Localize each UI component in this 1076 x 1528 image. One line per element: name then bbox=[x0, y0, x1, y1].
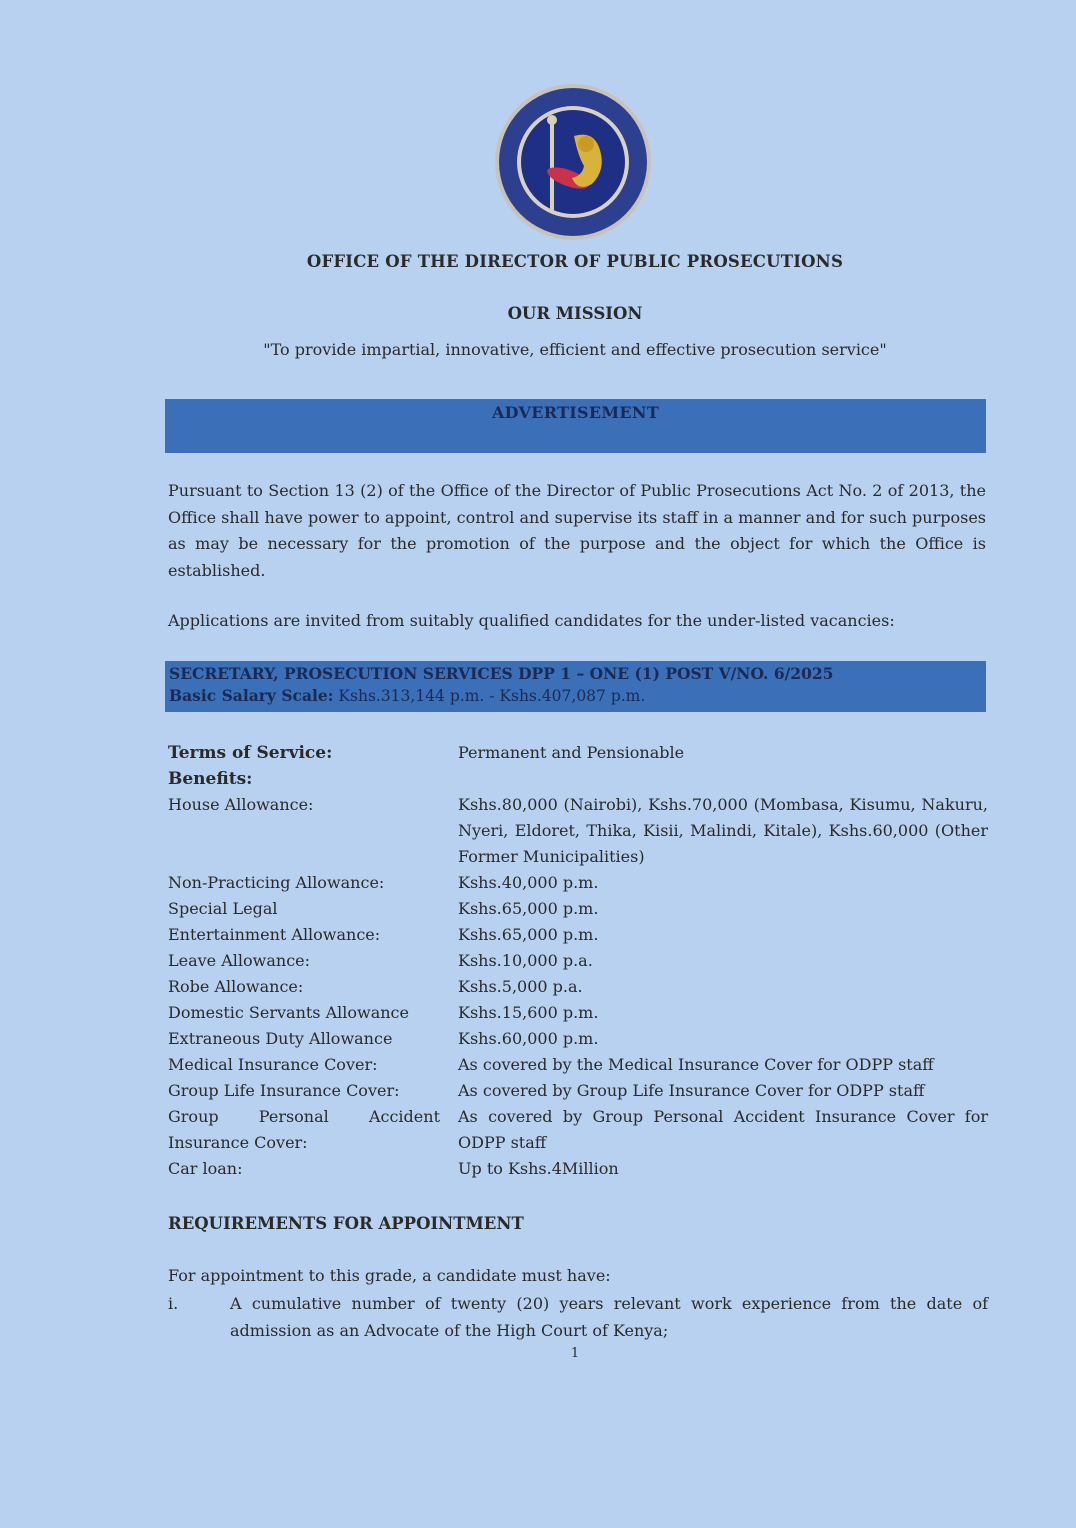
invite-paragraph: Applications are invited from suitably qualified candidates for the under-listed vacancies: bbox=[168, 611, 895, 630]
benefit-row bbox=[168, 792, 988, 870]
mission-statement: "To provide impartial, innovative, efficient and effective prosecution service" bbox=[263, 340, 887, 359]
benefit-row bbox=[168, 948, 988, 974]
benefit-value: As covered by Group Personal Accident Insurance Cover for ODPP staff bbox=[458, 1107, 988, 1152]
office-title: OFFICE OF THE DIRECTOR OF PUBLIC PROSECUTIONS bbox=[306, 252, 844, 271]
benefit-value: As covered by the Medical Insurance Cover for ODPP staff bbox=[458, 1055, 934, 1074]
terms-table bbox=[168, 740, 988, 1182]
salary-value: Kshs.313,144 p.m. - Kshs.407,087 p.m. bbox=[338, 687, 646, 705]
terms-value: Permanent and Pensionable bbox=[458, 743, 685, 762]
benefit-label: Car loan: bbox=[168, 1159, 243, 1178]
terms-row bbox=[168, 740, 988, 766]
odpp-seal-logo bbox=[490, 82, 656, 242]
benefit-row bbox=[168, 1052, 988, 1078]
benefit-label: Special Legal bbox=[168, 899, 278, 918]
vacancy-title: SECRETARY, PROSECUTION SERVICES DPP 1 – ONE (1) POST V/NO. 6/2025 bbox=[169, 664, 834, 683]
intro-paragraph: Pursuant to Section 13 (2) of the Office of the Director of Public Prosecutions Act No. 2 of 2013, the Office shall have power to appoint, control and supervise its staff in a manner and for such purposes as may be necessary for the promotion of the purpose and the object for which the Office is established. bbox=[168, 481, 986, 580]
page-number: 1 bbox=[570, 1346, 580, 1361]
benefit-row bbox=[168, 896, 988, 922]
requirements-intro: For appointment to this grade, a candidate must have: bbox=[168, 1266, 611, 1285]
benefits-label: Benefits: bbox=[168, 769, 253, 789]
benefit-label: Extraneous Duty Allowance bbox=[168, 1029, 393, 1048]
benefit-row bbox=[168, 870, 988, 896]
benefit-row bbox=[168, 1078, 988, 1104]
benefit-label: House Allowance: bbox=[168, 795, 314, 814]
benefit-label: Domestic Servants Allowance bbox=[168, 1003, 409, 1022]
mission-title: OUR MISSION bbox=[507, 304, 643, 323]
benefit-label: Entertainment Allowance: bbox=[168, 925, 381, 944]
benefit-value: Kshs.65,000 p.m. bbox=[458, 925, 599, 944]
vacancy-banner bbox=[165, 661, 986, 712]
benefit-value: Kshs.60,000 p.m. bbox=[458, 1029, 599, 1048]
benefit-row bbox=[168, 922, 988, 948]
advertisement-label: ADVERTISEMENT bbox=[491, 403, 660, 422]
benefit-value: Kshs.80,000 (Nairobi), Kshs.70,000 (Mombasa, Kisumu, Nakuru, Nyeri, Eldoret, Thika, Kisii, Malindi, Kitale), Kshs.60,000 (Other Former Municipalities) bbox=[458, 795, 988, 866]
benefit-row bbox=[168, 1156, 988, 1182]
benefit-label: Medical Insurance Cover: bbox=[168, 1055, 378, 1074]
salary-scale bbox=[165, 685, 986, 707]
benefit-value: Kshs.40,000 p.m. bbox=[458, 873, 599, 892]
benefit-label: Group Personal Accident Insurance Cover: bbox=[168, 1107, 440, 1152]
benefit-label: Group Life Insurance Cover: bbox=[168, 1081, 400, 1100]
benefit-label: Non-Practicing Allowance: bbox=[168, 873, 385, 892]
advertisement-banner bbox=[165, 399, 986, 453]
benefit-value: Kshs.10,000 p.a. bbox=[458, 951, 593, 970]
requirement-item bbox=[168, 1290, 988, 1344]
benefit-row bbox=[168, 1000, 988, 1026]
requirement-number: i. bbox=[168, 1294, 179, 1313]
benefit-row bbox=[168, 1104, 988, 1156]
requirement-text: A cumulative number of twenty (20) years relevant work experience from the date of admission as an Advocate of the High Court of Kenya; bbox=[230, 1294, 988, 1340]
benefits-row bbox=[168, 766, 988, 792]
salary-label: Basic Salary Scale: bbox=[169, 686, 334, 705]
terms-label: Terms of Service: bbox=[168, 743, 333, 763]
benefit-value: Kshs.65,000 p.m. bbox=[458, 899, 599, 918]
benefit-value: Kshs.5,000 p.a. bbox=[458, 977, 583, 996]
benefit-label: Robe Allowance: bbox=[168, 977, 304, 996]
requirements-title: REQUIREMENTS FOR APPOINTMENT bbox=[168, 1214, 524, 1233]
benefit-row bbox=[168, 974, 988, 1000]
benefit-value: Up to Kshs.4Million bbox=[458, 1159, 619, 1178]
benefit-row bbox=[168, 1026, 988, 1052]
benefit-value: Kshs.15,600 p.m. bbox=[458, 1003, 599, 1022]
benefit-value: As covered by Group Life Insurance Cover for ODPP staff bbox=[458, 1081, 925, 1100]
benefit-label: Leave Allowance: bbox=[168, 951, 311, 970]
